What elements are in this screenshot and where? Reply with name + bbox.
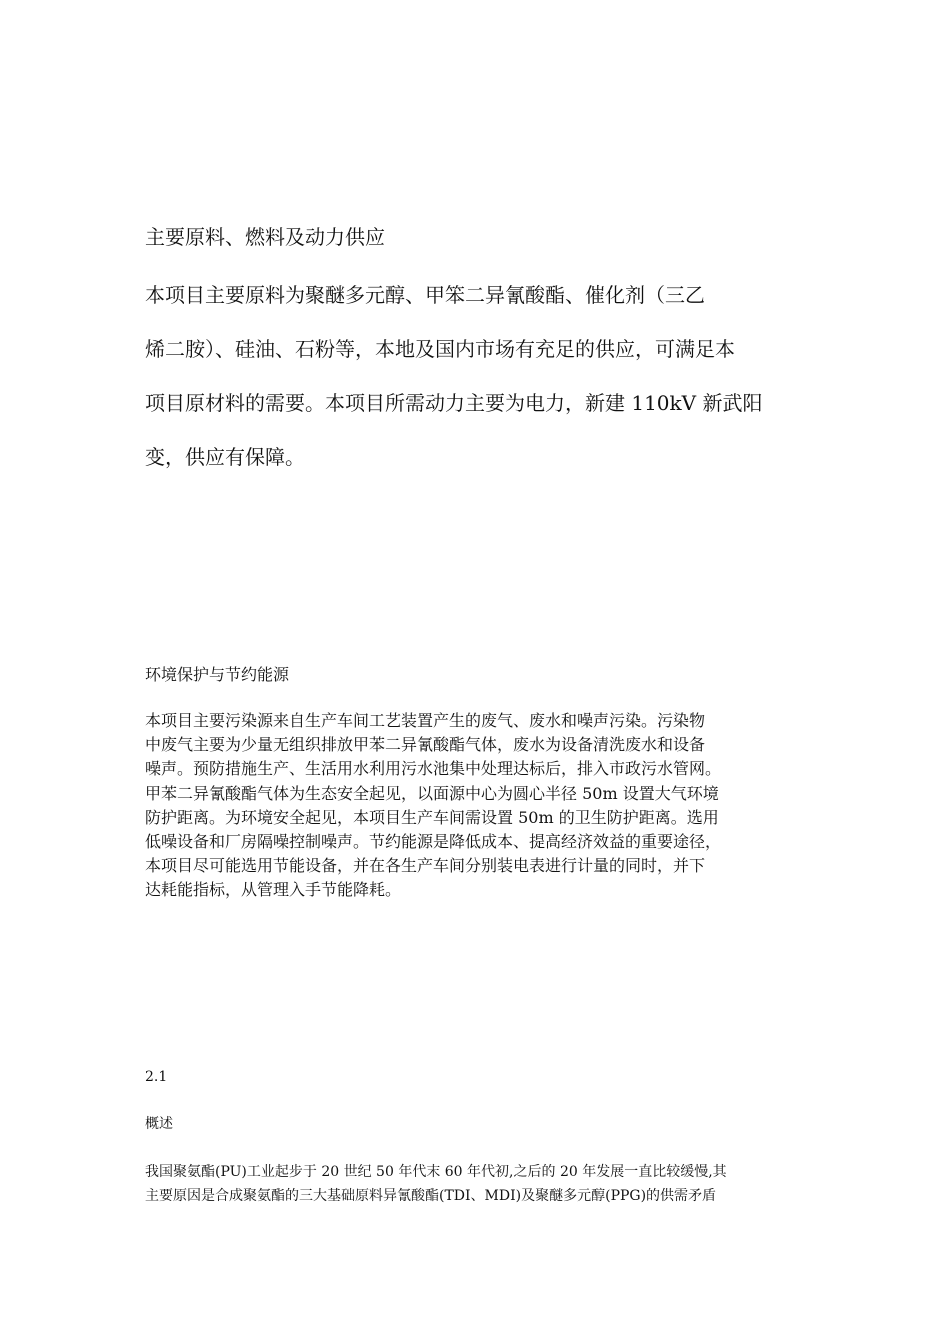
paragraph-line: 主要原因是合成聚氨酯的三大基础原料异氰酸酯(TDI、MDI)及聚醚多元醇(PPG)的供需矛盾 bbox=[145, 1188, 717, 1204]
section-heading-overview: 概述 bbox=[145, 1116, 173, 1132]
paragraph-line: 低噪设备和厂房隔噪控制噪声。节约能源是降低成本、提高经济效益的重要途径， bbox=[145, 832, 722, 852]
paragraph-line: 变，供应有保障。 bbox=[145, 445, 305, 469]
section-heading-environment: 环境保护与节约能源 bbox=[145, 665, 290, 684]
paragraph-line: 本项目主要原料为聚醚多元醇、甲笨二异氰酸酯、催化剂（三乙 bbox=[145, 283, 705, 307]
paragraph-raw-materials bbox=[145, 268, 810, 484]
paragraph-overview bbox=[145, 1160, 810, 1208]
paragraph-line: 中废气主要为少量无组织排放甲苯二异氰酸酯气体，废水为设备清洗废水和设备 bbox=[145, 735, 706, 755]
paragraph-line: 我国聚氨酯(PU)工业起步于 20 世纪 50 年代末 60 年代初,之后的 20 年发展一直比较缓慢,其 bbox=[145, 1164, 727, 1180]
paragraph-environment bbox=[145, 709, 810, 903]
paragraph-line: 达耗能指标，从管理入手节能降耗。 bbox=[145, 880, 402, 900]
paragraph-line: 本项目主要污染源来自生产车间工艺装置产生的废气、废水和噪声污染。污染物 bbox=[145, 711, 706, 730]
paragraph-line: 甲苯二异氰酸酯气体为生态安全起见，以面源中心为圆心半径 50m 设置大气环境 bbox=[145, 783, 719, 803]
paragraph-line: 烯二胺）、硅油、石粉等，本地及国内市场有充足的供应，可满足本 bbox=[145, 337, 735, 361]
paragraph-line: 噪声。预防措施生产、生活用水利用污水池集中处理达标后，排入市政污水管网。 bbox=[145, 759, 722, 779]
paragraph-line: 项目原材料的需要。本项目所需动力主要为电力，新建 110kV 新武阳 bbox=[145, 391, 763, 415]
paragraph-line: 防护距离。为环境安全起见，本项目生产车间需设置 50m 的卫生防护距离。选用 bbox=[145, 807, 719, 827]
paragraph-line: 本项目尽可能选用节能设备，并在各生产车间分别装电表进行计量的同时，并下 bbox=[145, 856, 706, 876]
section-heading-raw-materials: 主要原料、燃料及动力供应 bbox=[145, 225, 385, 249]
section-number: 2.1 bbox=[145, 1069, 168, 1085]
